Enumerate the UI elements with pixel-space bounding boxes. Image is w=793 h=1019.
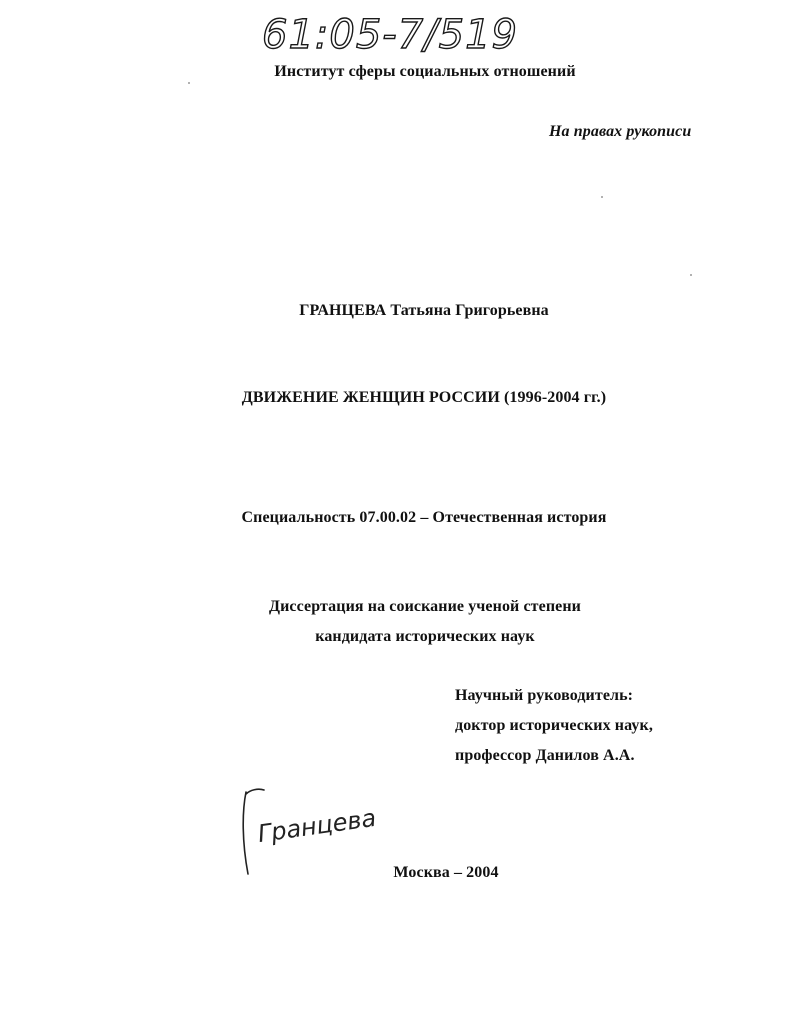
scan-speck bbox=[601, 196, 603, 198]
svg-text:Гранцева: Гранцева bbox=[256, 803, 378, 849]
institution-name: Институт сферы социальных отношений bbox=[274, 63, 576, 80]
author-signature bbox=[228, 782, 378, 882]
dissertation-degree-line1: Диссертация на соискание ученой степени bbox=[268, 598, 582, 615]
supervisor-degree: доктор исторических наук, bbox=[455, 717, 653, 734]
supervisor-name: профессор Данилов А.А. bbox=[455, 747, 635, 764]
scan-speck bbox=[188, 82, 190, 84]
svg-text:61:05-7/519: 61:05-7/519 bbox=[262, 12, 518, 58]
supervisor-label: Научный руководитель: bbox=[455, 687, 634, 704]
archive-code-stamp bbox=[258, 4, 518, 60]
author-name: ГРАНЦЕВА Татьяна Григорьевна bbox=[299, 302, 549, 319]
dissertation-degree-line2: кандидата исторических наук bbox=[315, 628, 535, 645]
dissertation-title: ДВИЖЕНИЕ ЖЕНЩИН РОССИИ (1996-2004 гг.) bbox=[241, 389, 607, 406]
specialty: Специальность 07.00.02 – Отечественная история bbox=[241, 509, 607, 526]
place-and-year: Москва – 2004 bbox=[393, 864, 499, 881]
manuscript-rights-note: На правах рукописи bbox=[549, 123, 692, 140]
scan-speck bbox=[690, 274, 692, 276]
